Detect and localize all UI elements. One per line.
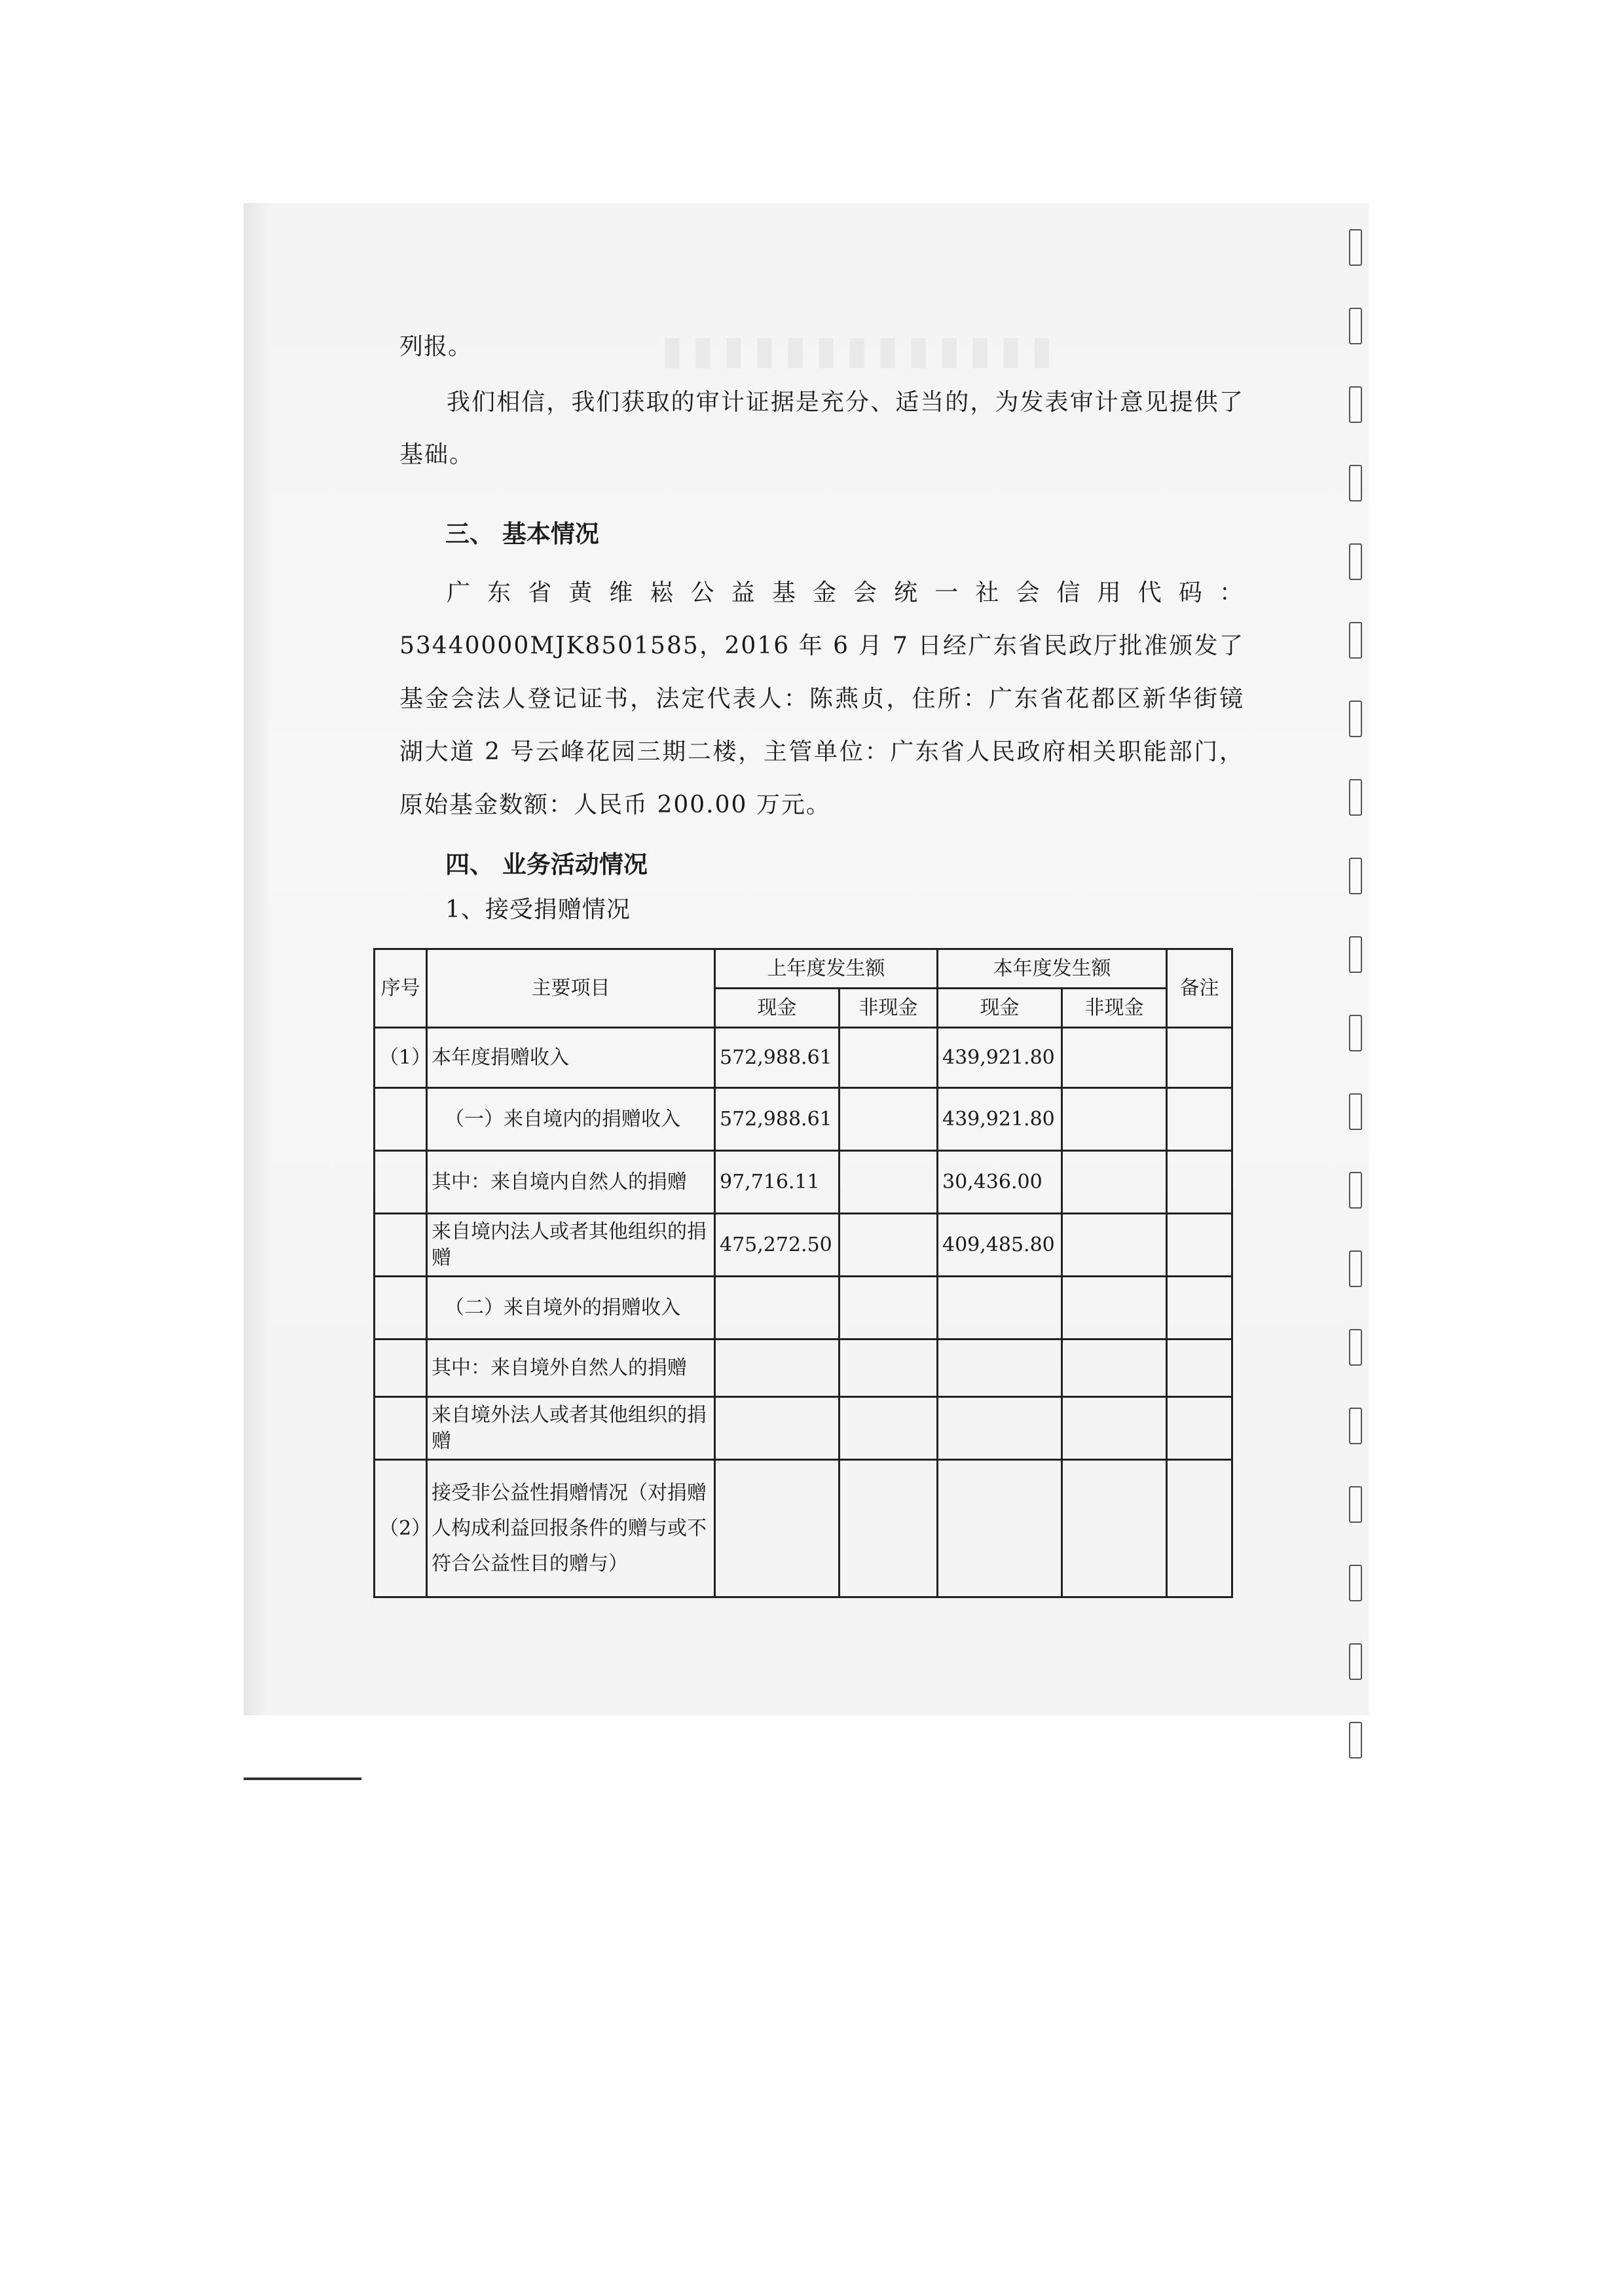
row-curr-noncash [1062, 1277, 1167, 1339]
row-prev-noncash [840, 1214, 938, 1277]
binding-hole [1349, 701, 1362, 737]
heading-basic-info: 三、 基本情况 [445, 519, 599, 548]
row-prev-noncash [840, 1028, 938, 1088]
row-item: （二）来自境外的捐赠收入 [427, 1277, 715, 1339]
row-remark [1167, 1277, 1232, 1339]
row-remark [1167, 1397, 1232, 1460]
binding-hole [1349, 465, 1362, 501]
row-prev-cash: 97,716.11 [715, 1151, 840, 1214]
table-header-row [375, 949, 1232, 989]
row-prev-noncash [840, 1397, 938, 1460]
row-seq [375, 1151, 427, 1214]
row-remark [1167, 1088, 1232, 1151]
binding-hole [1349, 1015, 1362, 1051]
binding-hole [1349, 1486, 1362, 1523]
row-item: （一）来自境内的捐赠收入 [427, 1088, 715, 1151]
paragraph-audit-evidence: 我们相信，我们获取的审计证据是充分、适当的，为发表审计意见提供了基础。 [399, 389, 1244, 468]
row-curr-cash: 439,921.80 [938, 1088, 1062, 1151]
binding-hole [1349, 1643, 1362, 1680]
row-curr-cash: 30,436.00 [938, 1151, 1062, 1214]
row-curr-noncash [1062, 1214, 1167, 1277]
donations-table [373, 948, 1233, 1598]
row-prev-noncash [840, 1460, 938, 1597]
row-curr-cash [938, 1277, 1062, 1339]
row-curr-noncash [1062, 1460, 1167, 1597]
row-remark [1167, 1214, 1232, 1277]
row-prev-cash [715, 1339, 840, 1397]
binding-hole [1349, 1408, 1362, 1444]
header-prev-cash: 现金 [715, 989, 840, 1028]
row-curr-noncash [1062, 1397, 1167, 1460]
binding-hole [1349, 1722, 1362, 1758]
binding-hole [1349, 543, 1362, 580]
binding-hole [1349, 1172, 1362, 1209]
header-remark: 备注 [1167, 949, 1232, 1028]
row-prev-noncash [840, 1277, 938, 1339]
scan-edge-shadow [244, 203, 270, 1715]
row-prev-cash [715, 1460, 840, 1597]
binding-hole [1349, 858, 1362, 894]
table-row [375, 1277, 1232, 1339]
header-curr-noncash: 非现金 [1062, 989, 1167, 1028]
row-remark [1167, 1339, 1232, 1397]
paragraph-continuation: 列报。 [399, 333, 473, 360]
row-prev-cash: 475,272.50 [715, 1214, 840, 1277]
binding-hole [1349, 779, 1362, 816]
row-curr-cash [938, 1339, 1062, 1397]
header-curr-cash: 现金 [938, 989, 1062, 1028]
binding-holes [1349, 223, 1369, 1781]
row-curr-cash: 439,921.80 [938, 1028, 1062, 1088]
binding-hole [1349, 386, 1362, 423]
row-item: 来自境内法人或者其他组织的捐赠 [427, 1214, 715, 1277]
row-remark [1167, 1151, 1232, 1214]
page-edge-line [244, 1777, 361, 1780]
row-item: 接受非公益性捐赠情况（对捐赠人构成利益回报条件的赠与或不符合公益性目的赠与） [427, 1460, 715, 1597]
binding-hole [1349, 1329, 1362, 1366]
row-prev-noncash [840, 1151, 938, 1214]
row-prev-cash: 572,988.61 [715, 1028, 840, 1088]
binding-hole [1349, 1565, 1362, 1601]
binding-hole [1349, 622, 1362, 659]
header-curr-year: 本年度发生额 [938, 949, 1167, 989]
row-seq [375, 1088, 427, 1151]
row-remark [1167, 1460, 1232, 1597]
row-prev-cash: 572,988.61 [715, 1088, 840, 1151]
bleed-through-mark: ▮▮▮▮▮▮▮▮▮▮▮▮▮ [661, 327, 1062, 373]
row-seq [375, 1214, 427, 1277]
row-seq [375, 1339, 427, 1397]
binding-hole [1349, 1250, 1362, 1287]
row-prev-noncash [840, 1088, 938, 1151]
row-curr-noncash [1062, 1339, 1167, 1397]
header-seq: 序号 [375, 949, 427, 1028]
binding-hole [1349, 1093, 1362, 1130]
row-seq: （1） [375, 1028, 427, 1088]
row-prev-cash [715, 1277, 840, 1339]
header-prev-year: 上年度发生额 [715, 949, 938, 989]
row-item: 其中：来自境内自然人的捐赠 [427, 1151, 715, 1214]
header-prev-noncash: 非现金 [840, 989, 938, 1028]
table-row [375, 1028, 1232, 1088]
row-item: 本年度捐赠收入 [427, 1028, 715, 1088]
row-seq [375, 1277, 427, 1339]
row-prev-cash [715, 1397, 840, 1460]
table-row [375, 1088, 1232, 1151]
row-seq [375, 1397, 427, 1460]
binding-hole [1349, 308, 1362, 344]
row-curr-noncash [1062, 1088, 1167, 1151]
row-item: 其中：来自境外自然人的捐赠 [427, 1339, 715, 1397]
table-row [375, 1151, 1232, 1214]
binding-hole [1349, 936, 1362, 973]
paragraph-basic-info: 广东省黄维崧公益基金会统一社会信用代码：53440000MJK8501585，2016 年 6 月 7 日经广东省民政厅批准颁发了基金会法人登记证书，法定代表人：陈燕贞，住所：广东省花都区新华街镜湖大道 2 号云峰花园三期二楼，主管单位：广东省人民政府相关职能部门，原始基金数额：人民币 200.00 万元。 [399, 579, 1244, 818]
table-row [375, 1339, 1232, 1397]
row-seq: （2） [375, 1460, 427, 1597]
row-curr-noncash [1062, 1151, 1167, 1214]
table-row [375, 1214, 1232, 1277]
heading-business-activities: 四、 业务活动情况 [445, 850, 648, 879]
header-item: 主要项目 [427, 949, 715, 1028]
row-curr-noncash [1062, 1028, 1167, 1088]
row-item: 来自境外法人或者其他组织的捐赠 [427, 1397, 715, 1460]
binding-hole [1349, 229, 1362, 266]
row-prev-noncash [840, 1339, 938, 1397]
table-row [375, 1460, 1232, 1597]
row-remark [1167, 1028, 1232, 1088]
subheading-donations: 1、接受捐赠情况 [445, 896, 631, 923]
row-curr-cash [938, 1397, 1062, 1460]
row-curr-cash [938, 1460, 1062, 1597]
table-row [375, 1397, 1232, 1460]
row-curr-cash: 409,485.80 [938, 1214, 1062, 1277]
